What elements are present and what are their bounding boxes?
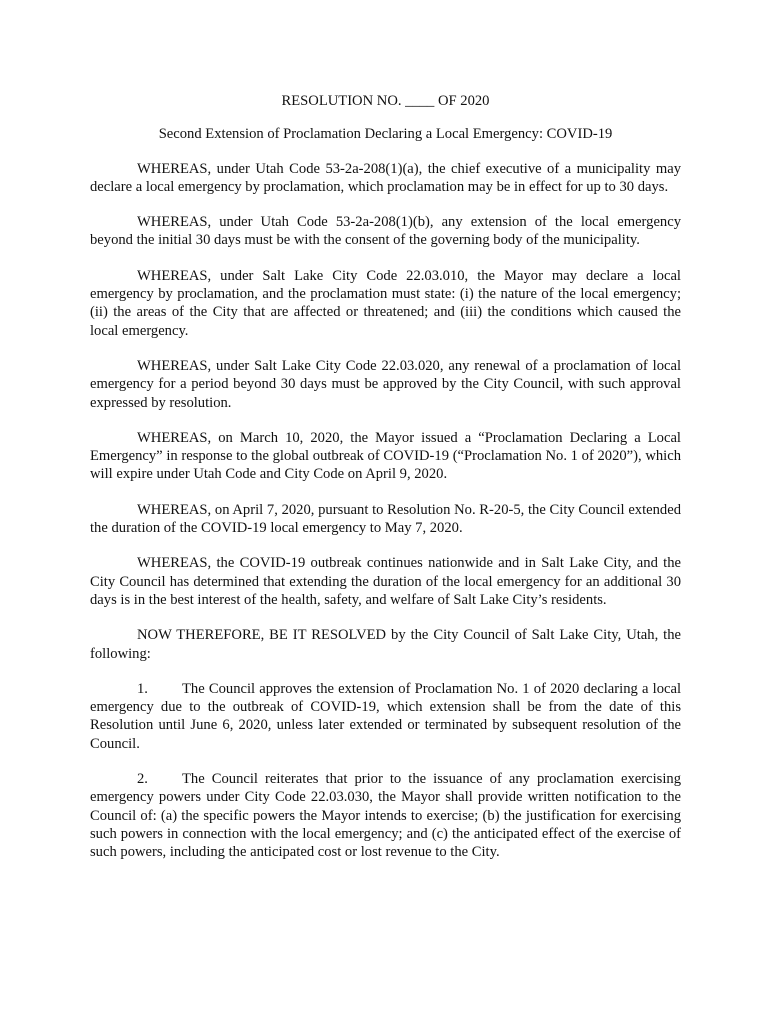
resolution-subtitle: Second Extension of Proclamation Declaring a Local Emergency: COVID-19 (158, 126, 613, 143)
whereas-clause: WHEREAS, under Salt Lake City Code 22.03.010, the Mayor may declare a local emergency by proclamation, and the proclamation must state: (i) the nature of the local emergency; (ii) the areas of the City that are affected or threatened; and (iii) the conditions which caused the local emergency. (90, 267, 681, 339)
resolution-title: RESOLUTION NO. ____ OF 2020 (281, 93, 490, 109)
resolution-item (90, 680, 681, 753)
item-text: The Council reiterates that prior to the issuance of any proclamation exercising emergency powers under City Code 22.03.030, the Mayor shall provide written notification to the Council of: (a) the specific powers the Mayor intends to exercise; (b) the justification for exercising such powers in connection with the local emergency; and (c) the anticipated effect of the exercise of such powers, including the anticipated cost or lost revenue to the City. (90, 771, 681, 861)
whereas-clause: WHEREAS, under Utah Code 53-2a-208(1)(a), the chief executive of a municipality may declare a local emergency by proclamation, which proclamation may be in effect for up to 30 days. (90, 160, 681, 195)
whereas-clause: WHEREAS, on April 7, 2020, pursuant to Resolution No. R-20-5, the City Council extended the duration of the COVID-19 local emergency to May 7, 2020. (90, 501, 681, 537)
resolution-document (90, 92, 681, 879)
item-number: 2. (137, 771, 148, 788)
resolution-item (90, 770, 681, 861)
item-number: 1. (137, 680, 148, 697)
whereas-clause: WHEREAS, under Utah Code 53-2a-208(1)(b), any extension of the local emergency beyond the initial 30 days must be with the consent of the governing body of the municipality. (90, 214, 681, 249)
whereas-clause: WHEREAS, on March 10, 2020, the Mayor issued a “Proclamation Declaring a Local Emergency” in response to the global outbreak of COVID-19 (“Proclamation No. 1 of 2020”), which will expire under Utah Code and City Code on April 9, 2020. (90, 429, 681, 483)
whereas-clause: WHEREAS, under Salt Lake City Code 22.03.020, any renewal of a proclamation of local emergency for a period beyond 30 days must be approved by the City Council, with such approval expressed by resolution. (90, 357, 681, 411)
whereas-clause: WHEREAS, the COVID-19 outbreak continues nationwide and in Salt Lake City, and the City Council has determined that extending the duration of the local emergency for an additional 30 days is in the best interest of the health, safety, and welfare of Salt Lake City’s residents. (90, 555, 681, 608)
resolved-intro: NOW THEREFORE, BE IT RESOLVED by the City Council of Salt Lake City, Utah, the following: (90, 627, 681, 662)
item-text: The Council approves the extension of Proclamation No. 1 of 2020 declaring a local emergency due to the outbreak of COVID-19, which extension shall be from the date of this Resolution until June 6, 2020, unless later extended or terminated by subsequent resolution of the Council. (90, 680, 681, 752)
